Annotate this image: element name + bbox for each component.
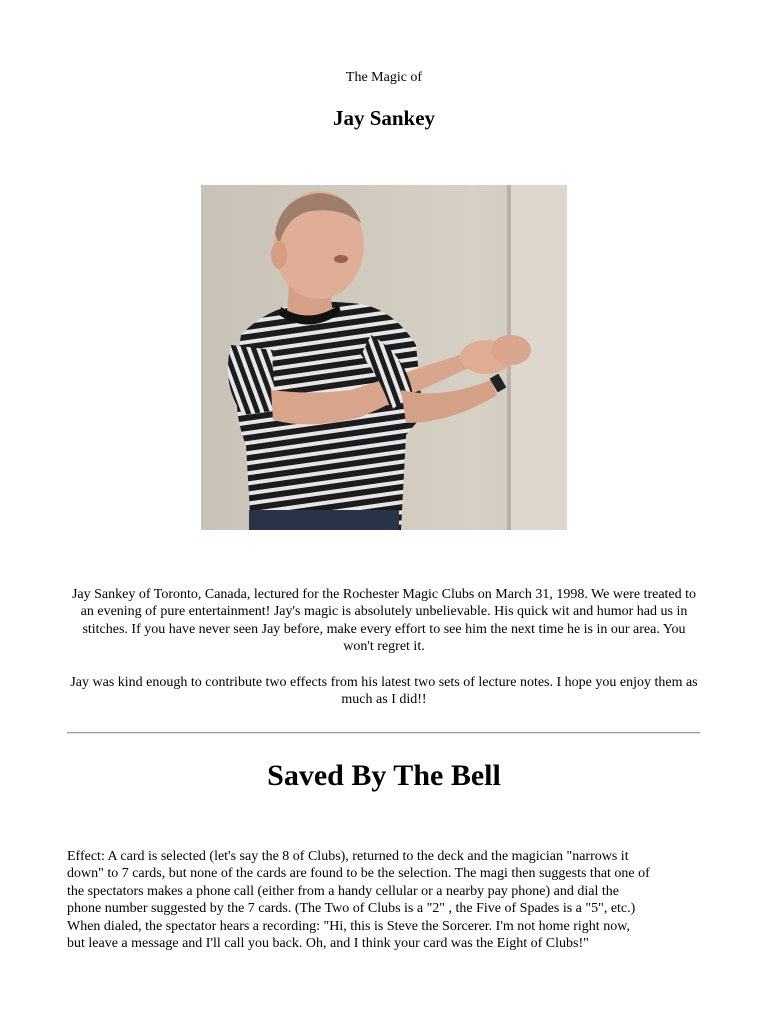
effect-paragraph — [67, 848, 707, 952]
effect-line: but leave a message and I'll call you back. Oh, and I think your card was the Eight of Clubs!" — [67, 936, 589, 952]
page-title: Jay Sankey — [332, 106, 436, 130]
effect-line: down" to 7 cards, but none of the cards are found to be the selection. The magi then suggests that one of — [67, 866, 650, 882]
effect-line: When dialed, the spectator hears a recording: "Hi, this is Steve the Sorcerer. I'm not home right now, — [67, 918, 630, 934]
effect-line: Effect: A card is selected (let's say the 8 of Clubs), returned to the deck and the magician "narrows it — [67, 849, 629, 864]
intro-paragraph-2: Jay was kind enough to contribute two effects from his latest two sets of lecture notes. I hope you enjoy them as much as I did!! — [70, 675, 698, 708]
horizontal-divider — [67, 732, 700, 734]
intro-paragraph-1: Jay Sankey of Toronto, Canada, lectured for the Rochester Magic Clubs on March 31, 1998. We were treated to an evening of pure entertainment! Jay's magic is absolutely unbelievable. His quick wit and humor had us in stitches. If you have never seen Jay before, make every effort to see him the next time he is in our area. You won't regret it. — [71, 587, 697, 655]
header-kicker: The Magic of — [345, 70, 423, 85]
section-title: Saved By The Bell — [267, 759, 501, 792]
performer-photo — [201, 185, 567, 530]
effect-line: phone number suggested by the 7 cards. (The Two of Clubs is a "2" , the Five of Spades is a "5", etc.) — [67, 901, 636, 917]
effect-line: the spectators makes a phone call (either from a handy cellular or a nearby pay phone) and dial the — [67, 883, 619, 899]
